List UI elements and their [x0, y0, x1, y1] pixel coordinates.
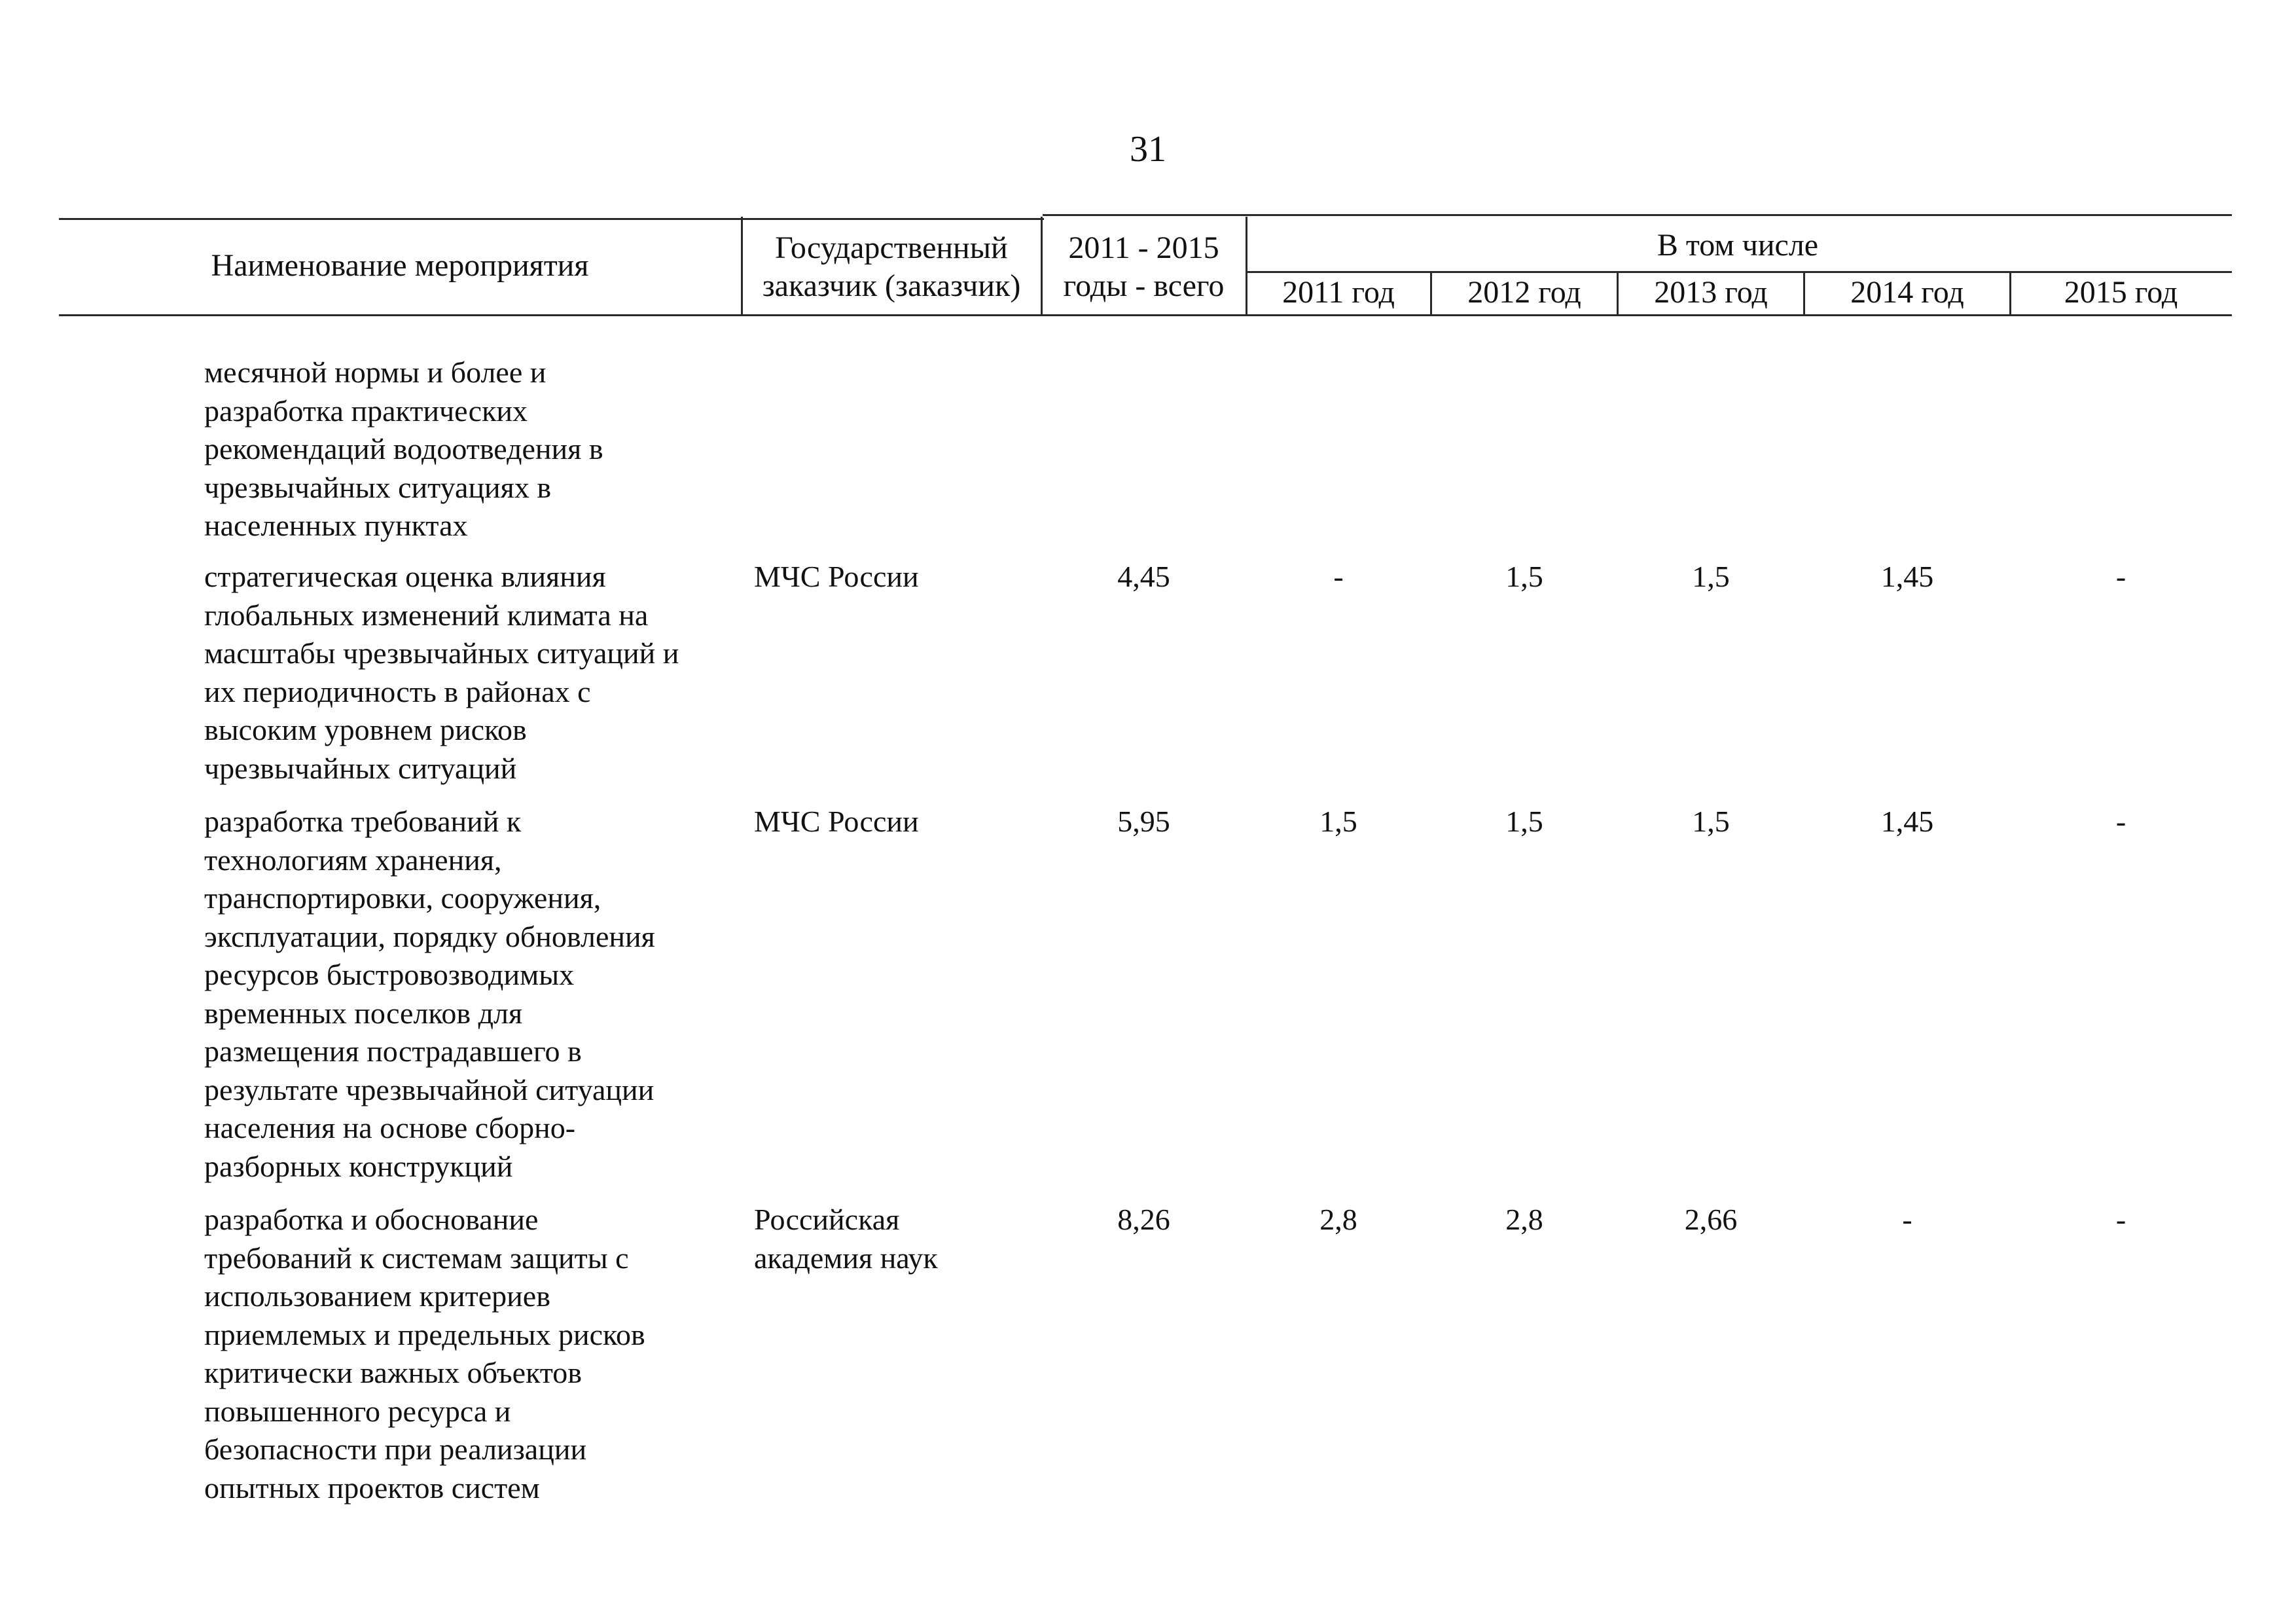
- header-year-2014: 2014 год: [1850, 275, 1964, 310]
- row-value-2013: 2,66: [1684, 1203, 1738, 1236]
- row-value-2014: 1,45: [1880, 805, 1934, 838]
- header-year-2012: 2012 год: [1467, 275, 1581, 310]
- header-customer-line1: Государственный: [775, 230, 1008, 265]
- row-customer: МЧС России: [754, 560, 919, 593]
- row-name: разработка требований к технологиям хранения, транспортировки, сооружения, эксплуатации, порядку обновления ресурсов быстровозводимых временных поселков для размещения пострадавшего в результате чрезвычайной ситуации населения на основе сборно- разборных конструкций: [204, 805, 655, 1183]
- row-value-2015: -: [2115, 805, 2126, 838]
- row-value-2011: -: [1333, 560, 1344, 593]
- row-name: месячной нормы и более и разработка практических рекомендаций водоотведения в чрезвычайных ситуациях в населенных пунктах: [204, 356, 603, 542]
- header-year-2013: 2013 год: [1654, 275, 1768, 310]
- header-year-2015: 2015 год: [2064, 275, 2178, 310]
- row-name: стратегическая оценка влияния глобальных изменений климата на масштабы чрезвычайных ситуаций и их периодичность в районах с высоким уровнем рисков чрезвычайных ситуаций: [204, 560, 679, 785]
- row-value-2014: -: [1902, 1203, 1912, 1236]
- header-top-rule: [1043, 214, 2232, 216]
- header-year-2011: 2011 год: [1282, 275, 1395, 310]
- header-total-line1: 2011 - 2015: [1068, 230, 1219, 265]
- row-value-2011: 1,5: [1319, 805, 1357, 838]
- row-customer: МЧС России: [754, 805, 919, 838]
- row-value-2013: 1,5: [1692, 805, 1730, 838]
- row-value-2012: 1,5: [1505, 560, 1543, 593]
- row-value-2013: 1,5: [1692, 560, 1730, 593]
- row-total: 8,26: [1117, 1203, 1170, 1236]
- row-value-2015: -: [2115, 1203, 2126, 1236]
- row-customer: Российская академия наук: [754, 1203, 938, 1275]
- header-top-rule-left: [59, 218, 1044, 220]
- header-bottom-rule: [59, 314, 2232, 316]
- row-value-2012: 1,5: [1505, 805, 1543, 838]
- row-name: разработка и обоснование требований к системам защиты с использованием критериев приемлемых и предельных рисков критически важных объектов повышенного ресурса и безопасности при реализации опытных проектов систем: [204, 1203, 645, 1504]
- row-value-2014: 1,45: [1880, 560, 1934, 593]
- page-number: 31: [1130, 129, 1166, 170]
- header-name-column: Наименование мероприятия: [211, 248, 589, 283]
- row-total: 4,45: [1117, 560, 1170, 593]
- header-customer-line2: заказчик (заказчик): [762, 268, 1021, 303]
- header-total-line2: годы - всего: [1063, 268, 1225, 303]
- header-including: В том числе: [1657, 228, 1819, 263]
- row-total: 5,95: [1117, 805, 1170, 838]
- row-value-2015: -: [2115, 560, 2126, 593]
- row-value-2012: 2,8: [1505, 1203, 1543, 1236]
- row-value-2011: 2,8: [1319, 1203, 1357, 1236]
